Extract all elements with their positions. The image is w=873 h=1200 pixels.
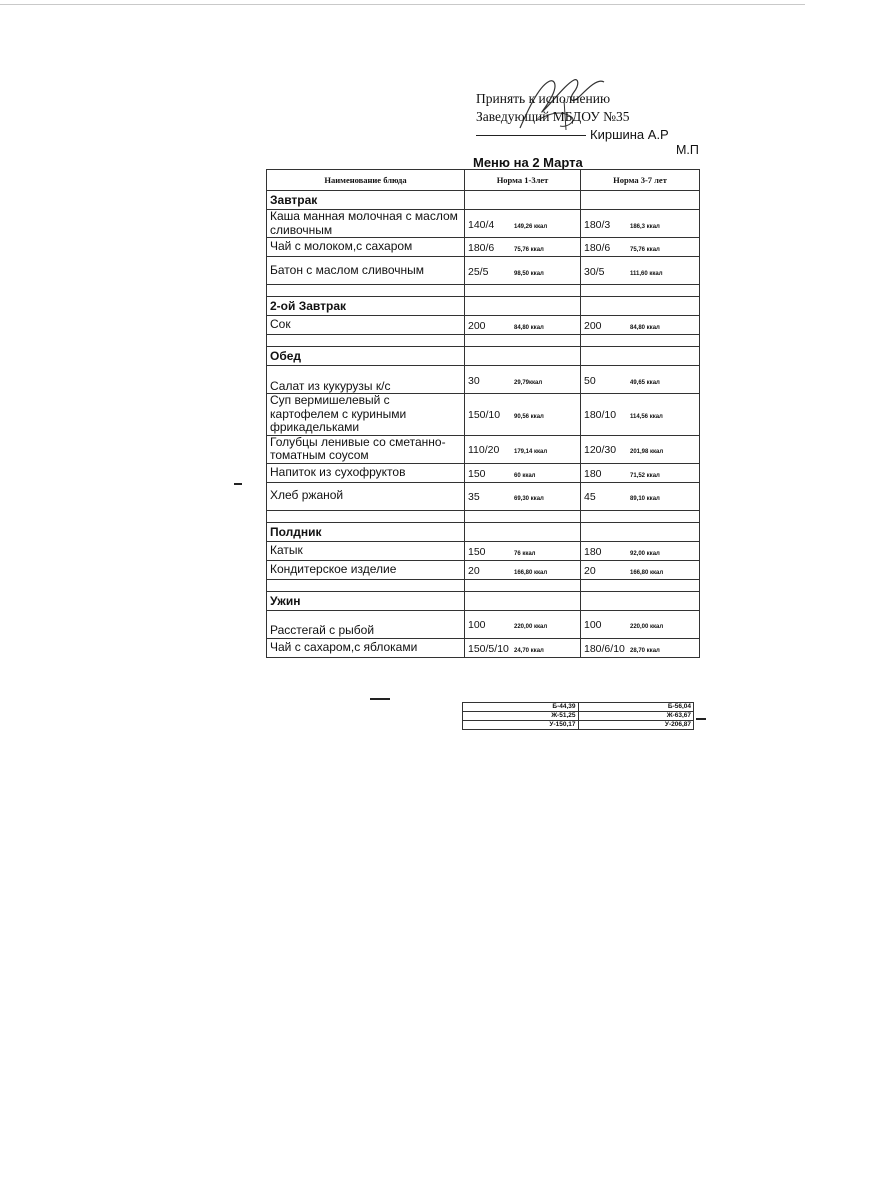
section-row <box>267 347 700 366</box>
portion: 150 <box>468 467 486 480</box>
kcal: 201,98 ккал <box>630 449 664 455</box>
norm-3-7-cell <box>581 560 700 579</box>
table-row <box>267 316 700 335</box>
kcal: 89,10 ккал <box>630 496 660 502</box>
portion: 150 <box>468 545 486 558</box>
table-row <box>267 482 700 510</box>
total-carbs-3-7: У-206,87 <box>578 721 694 730</box>
total-protein-1-3: Б-44,39 <box>463 703 579 712</box>
totals-row <box>463 721 694 730</box>
table-row <box>267 541 700 560</box>
norm-1-3-cell <box>465 560 581 579</box>
spacer-row <box>267 510 700 522</box>
table-row <box>267 560 700 579</box>
norm-3-7-cell <box>581 541 700 560</box>
spacer-row <box>267 579 700 591</box>
kcal: 29,79ккал <box>514 379 543 386</box>
norm-1-3-cell <box>465 541 581 560</box>
section-row <box>267 297 700 316</box>
portion: 180/10 <box>584 409 617 422</box>
portion: 150/10 <box>468 409 501 422</box>
norm-1-3-cell <box>465 638 581 657</box>
kcal: 149,26 ккал <box>514 223 548 230</box>
kcal: 75,76 ккал <box>630 247 660 253</box>
portion: 50 <box>584 374 596 387</box>
portion: 30 <box>468 374 480 387</box>
approval-line: Принять к исполнению <box>476 91 611 106</box>
norm-1-3-cell <box>465 238 581 257</box>
nutrition-totals-table <box>462 702 694 730</box>
norm-3-7-cell <box>581 435 700 463</box>
kcal: 28,70 ккал <box>630 647 660 654</box>
kcal: 24,70 ккал <box>514 647 544 654</box>
dish-name: Батон с маслом сливочным <box>267 257 465 285</box>
norm-3-7-cell <box>581 316 700 335</box>
portion: 20 <box>468 564 480 577</box>
portion: 180 <box>584 545 602 558</box>
portion: 180/6 <box>468 242 495 254</box>
norm-1-3-cell <box>465 435 581 463</box>
kcal: 114,56 ккал <box>630 414 663 421</box>
section-row <box>267 522 700 541</box>
norm-1-3-cell <box>465 463 581 482</box>
norm-1-3-cell <box>465 610 581 638</box>
section-row <box>267 191 700 210</box>
section-row <box>267 591 700 610</box>
norm-1-3-cell <box>465 210 581 238</box>
dish-name: Хлеб ржаной <box>267 482 465 510</box>
portion: 200 <box>584 320 602 332</box>
approval-block <box>476 90 669 144</box>
kcal: 166,80 ккал <box>514 569 548 576</box>
dish-name: Кондитерское изделие <box>267 560 465 579</box>
kcal: 69,30 ккал <box>514 496 544 502</box>
portion: 120/30 <box>584 444 617 456</box>
kcal: 76 ккал <box>514 550 536 557</box>
norm-1-3-cell <box>465 257 581 285</box>
portion: 35 <box>468 491 480 503</box>
approval-signature-line <box>476 126 669 144</box>
dish-name: Салат из кукурузы к/с <box>267 366 465 394</box>
header-dish: Наименование блюда <box>267 170 465 191</box>
norm-1-3-cell <box>465 394 581 436</box>
norm-3-7-cell <box>581 638 700 657</box>
norm-3-7-cell <box>581 257 700 285</box>
portion: 100 <box>468 619 486 631</box>
portion: 100 <box>584 619 602 631</box>
dish-name: Катык <box>267 541 465 560</box>
table-row <box>267 238 700 257</box>
menu-title: Меню на 2 Марта <box>473 155 583 170</box>
stamp-place: М.П <box>676 143 699 157</box>
totals-row <box>463 703 694 712</box>
kcal: 75,76 ккал <box>514 247 544 253</box>
norm-3-7-cell <box>581 610 700 638</box>
dish-name: Суп вермишелевый с картофелем с куриными фрикадельками <box>267 394 465 436</box>
dish-name: Расстегай с рыбой <box>267 610 465 638</box>
section-name: Полдник <box>267 522 465 541</box>
norm-3-7-cell <box>581 394 700 436</box>
dish-name: Чай с сахаром,с яблоками <box>267 638 465 657</box>
total-protein-3-7: Б-56,04 <box>578 703 694 712</box>
norm-3-7-cell <box>581 482 700 510</box>
kcal: 71,52 ккал <box>630 472 660 479</box>
table-row <box>267 257 700 285</box>
section-name: Завтрак <box>267 191 465 210</box>
table-row <box>267 366 700 394</box>
kcal: 179,14 ккал <box>514 449 548 455</box>
scan-mark <box>696 718 706 720</box>
kcal: 186,3 ккал <box>630 223 660 230</box>
norm-1-3-cell <box>465 482 581 510</box>
portion: 45 <box>584 491 596 503</box>
signature-underline <box>476 135 586 136</box>
portion: 25/5 <box>468 265 489 278</box>
dish-name: Напиток из сухофруктов <box>267 463 465 482</box>
spacer-row <box>267 335 700 347</box>
kcal: 84,80 ккал <box>630 325 660 331</box>
norm-3-7-cell <box>581 210 700 238</box>
header-norm-1-3: Норма 1-3лет <box>465 170 581 191</box>
kcal: 92,00 ккал <box>630 550 660 557</box>
portion: 180/6/10 <box>584 642 625 655</box>
approver-name: Киршина А.Р <box>590 127 669 142</box>
kcal: 98,50 ккал <box>514 270 544 277</box>
norm-3-7-cell <box>581 366 700 394</box>
dish-name: Голубцы ленивые со сметанно-томатным соусом <box>267 435 465 463</box>
portion: 200 <box>468 320 486 332</box>
portion: 140/4 <box>468 218 495 231</box>
table-header-row <box>267 170 700 191</box>
spacer-row <box>267 285 700 297</box>
portion: 110/20 <box>468 444 500 456</box>
portion: 180/6 <box>584 242 611 254</box>
table-row <box>267 610 700 638</box>
table-row <box>267 394 700 436</box>
portion: 180/3 <box>584 218 611 231</box>
section-name: Ужин <box>267 591 465 610</box>
portion: 150/5/10 <box>468 642 509 655</box>
scan-mark <box>234 483 242 485</box>
kcal: 220,00 ккал <box>630 624 664 630</box>
total-fat-3-7: Ж-63,67 <box>578 712 694 721</box>
scan-edge <box>0 4 805 5</box>
norm-3-7-cell <box>581 238 700 257</box>
norm-1-3-cell <box>465 366 581 394</box>
table-row <box>267 210 700 238</box>
portion: 30/5 <box>584 265 605 278</box>
norm-1-3-cell <box>465 316 581 335</box>
scan-mark <box>370 698 390 700</box>
dish-name: Чай с молоком,с сахаром <box>267 238 465 257</box>
kcal: 220,00 ккал <box>514 624 548 630</box>
total-carbs-1-3: У-150,17 <box>463 721 579 730</box>
dish-name: Каша манная молочная с маслом сливочным <box>267 210 465 238</box>
menu-table <box>266 169 700 658</box>
total-fat-1-3: Ж-51,25 <box>463 712 579 721</box>
kcal: 84,80 ккал <box>514 325 544 331</box>
dish-name: Сок <box>267 316 465 335</box>
section-name: 2-ой Завтрак <box>267 297 465 316</box>
kcal: 111,60 ккал <box>630 270 663 277</box>
table-row <box>267 638 700 657</box>
kcal: 90,56 ккал <box>514 414 544 421</box>
kcal: 49,65 ккал <box>630 379 660 386</box>
kcal: 60 ккал <box>514 472 536 479</box>
portion: 180 <box>584 467 602 480</box>
section-name: Обед <box>267 347 465 366</box>
approval-position: Заведующий МБДОУ №35 <box>476 109 630 124</box>
totals-row <box>463 712 694 721</box>
table-row <box>267 463 700 482</box>
kcal: 166,80 ккал <box>630 569 664 576</box>
portion: 20 <box>584 564 596 577</box>
norm-3-7-cell <box>581 463 700 482</box>
header-norm-3-7: Норма 3-7 лет <box>581 170 700 191</box>
table-row <box>267 435 700 463</box>
